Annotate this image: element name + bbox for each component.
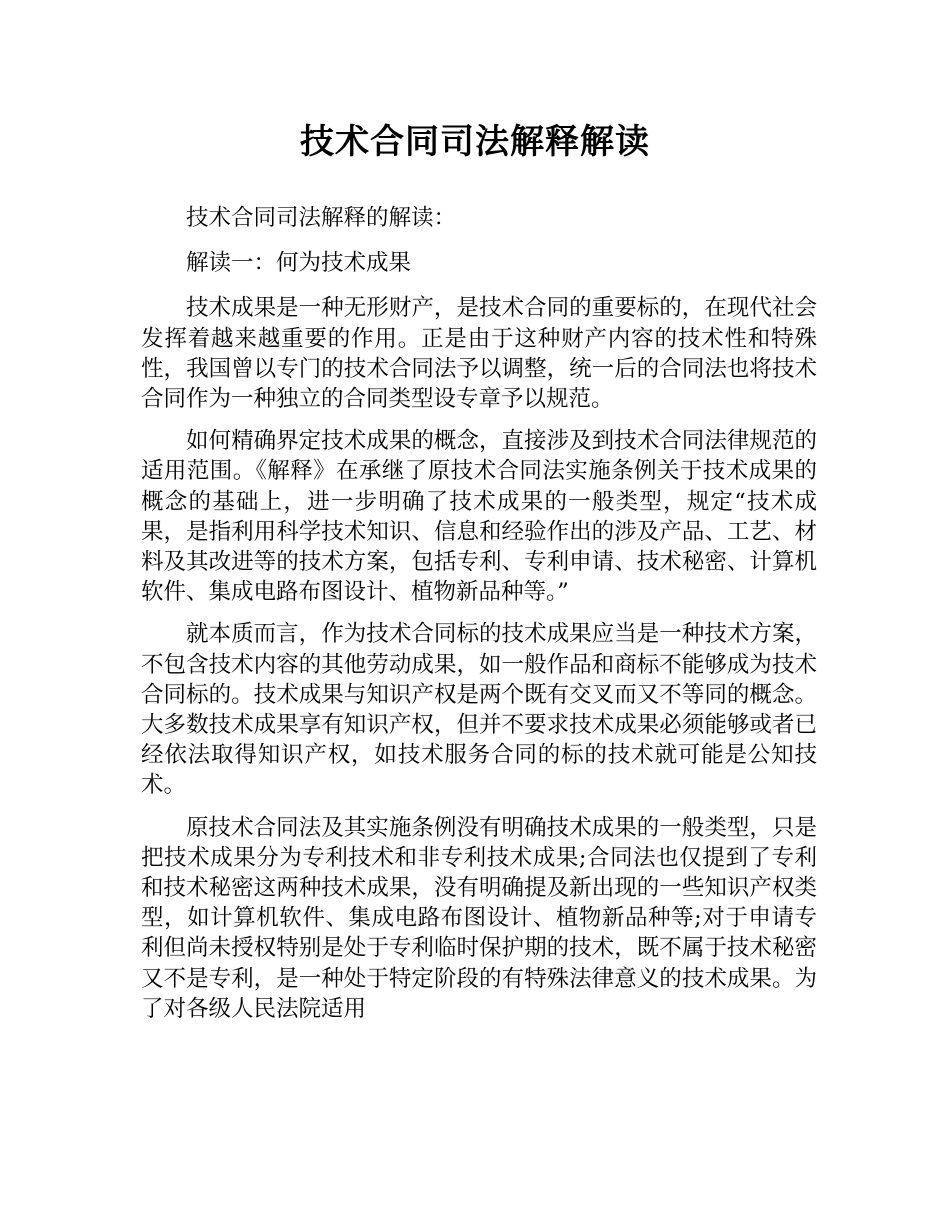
paragraph-heading-1: 解读一：何为技术成果 [186,250,412,277]
paragraph-intro: 技术合同司法解释的解读： [186,205,457,231]
paragraph: 原技术合同法及其实施条例没有明确技术成果的一般类型，只是把技术成果分为专利技术和非专利技术成果;合同法也仅提到了专利和技术秘密这两种技术成果，没有明确提及新出现的一些知识产权类型，如计算机软件、集成电路布图设计、植物新品种等;对于申请专利但尚未授权特别是处于专利临时保护期的技术，既不属于技术秘密又不是专利，是一种处于特定阶段的有特殊法律意义的技术成果。为了对各级人民法院适用 [141,814,817,1022]
paragraph: 就本质而言，作为技术合同标的技术成果应当是一种技术方案，不包含技术内容的其他劳动成果，如一般作品和商标不能够成为技术合同标的。技术成果与知识产权是两个既有交叉而又不等同的概念。大多数技术成果享有知识产权，但并不要求技术成果必须能够或者已经依法取得知识产权，如技术服务合同的标的技术就可能是公知技术。 [141,621,817,799]
paragraph: 技术成果是一种无形财产，是技术合同的重要标的，在现代社会发挥着越来越重要的作用。正是由于这种财产内容的技术性和特殊性，我国曾以专门的技术合同法予以调整，统一后的合同法也将技术合同作为一种独立的合同类型设专章予以规范。 [141,295,817,413]
page-title: 技术合同司法解释解读 [300,122,650,162]
paragraph: 如何精确界定技术成果的概念，直接涉及到技术合同法律规范的适用范围。《解释》在承继了原技术合同法实施条例关于技术成果的概念的基础上，进一步明确了技术成果的一般类型，规定“技术成果，是指利用科学技术知识、信息和经验作出的涉及产品、工艺、材料及其改进等的技术方案，包括专利、专利申请、技术秘密、计算机软件、集成电路布图设计、植物新品种等。” [141,428,817,606]
document-body [141,203,817,1036]
